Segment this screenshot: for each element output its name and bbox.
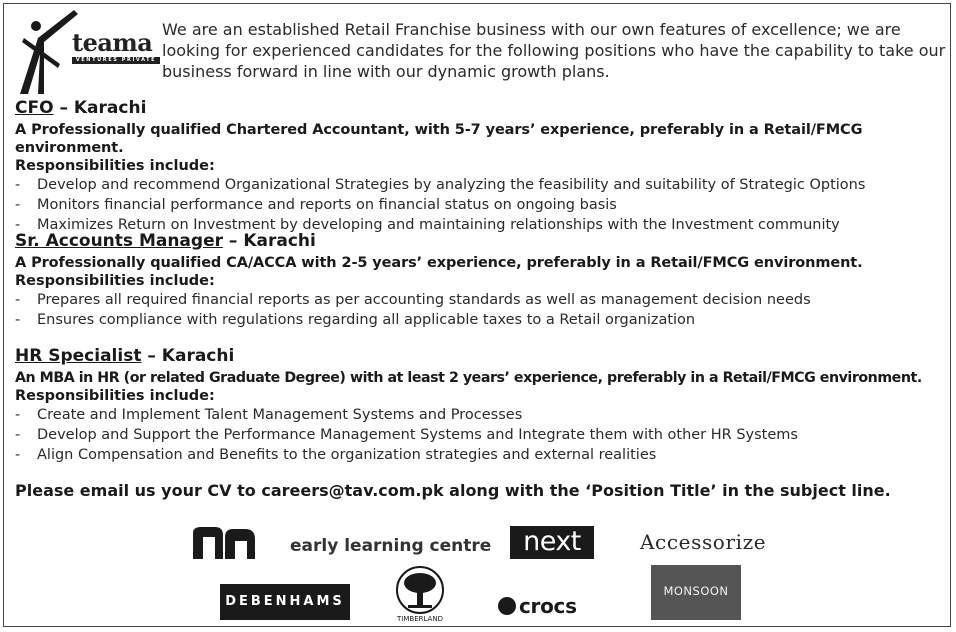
list-item [15, 425, 945, 445]
bullet-dash: - [15, 217, 21, 233]
logo-wordmark: teama [72, 28, 153, 57]
item-text: Develop and Support the Performance Management Systems and Integrate them with other HR Systems [37, 427, 798, 443]
bullet-dash: - [15, 177, 21, 193]
list-item [15, 445, 945, 465]
position-cfo [15, 98, 945, 235]
tree-icon [390, 565, 450, 623]
position-requirement: A Professionally qualified CA/ACCA with 2-5 years’ experience, preferably in a Retail/FMCG environment. [15, 255, 863, 271]
intro-paragraph: We are an established Retail Franchise business with our own features of excellence; we are looking for experienced candidates for the following positions who have the capability to take our business forward in line with our dynamic growth plans. [162, 20, 946, 81]
item-text: Ensures compliance with regulations regarding all applicable taxes to a Retail organization [37, 312, 696, 328]
bullet-dash: - [15, 407, 21, 423]
responsibilities-label: Responsibilities include: [15, 388, 215, 404]
timberland-wordmark: TIMBERLAND [397, 615, 443, 623]
position-hr-specialist [15, 346, 945, 465]
position-title [15, 346, 945, 366]
responsibilities-list [15, 405, 945, 465]
item-text: Create and Implement Talent Management Systems and Processes [37, 407, 523, 423]
responsibilities-list [15, 175, 945, 235]
bullet-dash: - [15, 292, 21, 308]
mothercare-logo [193, 527, 255, 559]
debenhams-logo: DEBENHAMS [220, 584, 350, 620]
team-a-ventures-logo [14, 8, 157, 96]
position-requirement: An MBA in HR (or related Graduate Degree) with at least 2 years’ experience, preferably in a Retail/FMCG environment. [15, 370, 922, 386]
responsibilities-label: Responsibilities include: [15, 273, 215, 289]
mothercare-icon [193, 527, 255, 559]
role-location: – Karachi [141, 346, 235, 366]
bullet-dash: - [15, 312, 21, 328]
list-item [15, 175, 945, 195]
timberland-logo [390, 565, 450, 623]
bullet-dash: - [15, 427, 21, 443]
crocs-wordmark: crocs [519, 594, 577, 618]
item-text: Maximizes Return on Investment by developing and maintaining relationships with the Investment community [37, 217, 840, 233]
position-requirement: A Professionally qualified Chartered Accountant, with 5-7 years’ experience, preferably in a Retail/FMCG environment. [15, 122, 863, 156]
item-text: Align Compensation and Benefits to the organization strategies and external realities [37, 447, 657, 463]
role-name: Sr. Accounts Manager [15, 231, 223, 251]
logo-subtitle: VENTURES PRIVATE LIMITED [72, 57, 160, 64]
next-logo: next [510, 526, 594, 559]
responsibilities-label: Responsibilities include: [15, 158, 215, 174]
role-location: – Karachi [53, 98, 147, 118]
list-item [15, 290, 945, 310]
role-location: – Karachi [222, 231, 316, 251]
accessorize-logo: Accessorize [640, 530, 767, 554]
role-name: HR Specialist [15, 346, 142, 366]
position-title [15, 98, 945, 118]
monsoon-logo: MONSOON [651, 565, 741, 620]
bullet-dash: - [15, 447, 21, 463]
crocs-icon [498, 597, 516, 615]
crocs-logo [498, 594, 577, 618]
item-text: Develop and recommend Organizational Strategies by analyzing the feasibility and suitability of Strategic Options [37, 177, 866, 193]
list-item [15, 405, 945, 425]
item-text: Monitors financial performance and reports on financial status on ongoing basis [37, 197, 617, 213]
position-sr-accounts-manager [15, 231, 945, 330]
early-learning-centre-logo: early learning centre [290, 536, 492, 556]
list-item [15, 310, 945, 330]
position-title [15, 231, 945, 251]
role-name: CFO [15, 98, 54, 118]
application-instructions: Please email us your CV to careers@tav.com.pk along with the ‘Position Title’ in the subject line. [15, 481, 891, 500]
responsibilities-list [15, 290, 945, 330]
bullet-dash: - [15, 197, 21, 213]
list-item [15, 195, 945, 215]
item-text: Prepares all required financial reports as per accounting standards as well as management decision needs [37, 292, 811, 308]
